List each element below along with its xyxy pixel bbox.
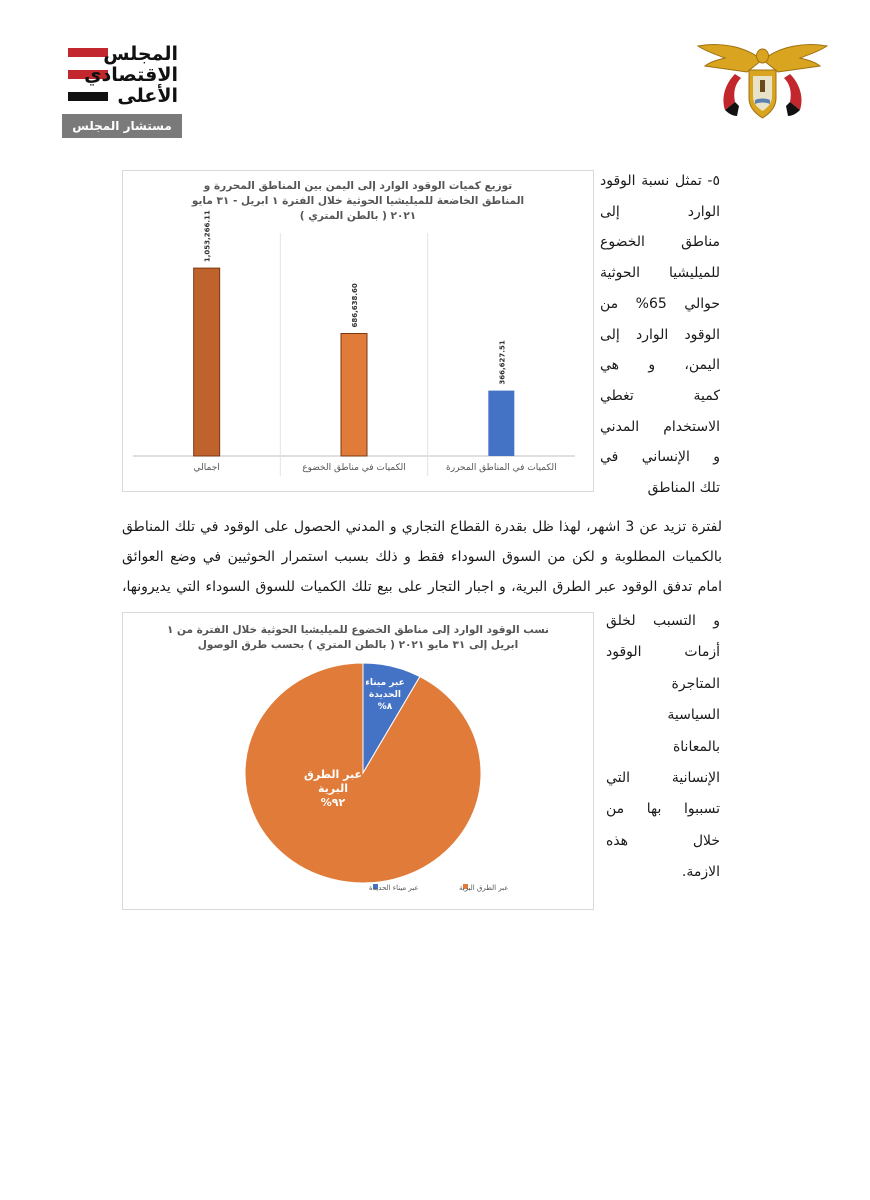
flag-red-bar: [68, 48, 108, 57]
pie-chart: [122, 612, 594, 910]
bar-category-label: الكميات في مناطق الخضوع: [302, 463, 406, 473]
bar-chart: [122, 170, 594, 492]
paragraph-line: ٥- تمثل نسبة الوقود: [600, 173, 720, 189]
bar-category-label: الكميات في المناطق المحررة: [446, 463, 557, 473]
paragraph-line: الوارد إلى: [600, 203, 720, 220]
legend-label: عبر ميناء الحديدة: [369, 884, 419, 892]
paragraph-line: المتاجرة: [671, 675, 720, 692]
council-name-line-1: المجلس: [103, 43, 178, 65]
bar-chart-title-line: المناطق الخاضعة للميليشيا الحوثية خلال الفترة ١ ابريل - ٣١ مايو: [191, 195, 525, 207]
paragraph-line: تسببوا بها من: [606, 801, 720, 818]
paragraph-line: و الإنساني في: [600, 449, 720, 466]
paragraph-line: مناطق الخضوع: [600, 234, 720, 251]
paragraph-line: السياسية: [667, 707, 720, 724]
paragraph-line: خلال هذه: [606, 832, 720, 849]
paragraph-line: تلك المناطق: [647, 480, 720, 497]
bar-chart-title-line: توزيع كميات الوقود الوارد إلى اليمن بين المناطق المحررة و: [203, 180, 513, 192]
paragraph-line: كمية تغطي: [600, 387, 720, 404]
paragraph-line: أزمات الوقود: [606, 644, 720, 661]
bar: [341, 334, 367, 456]
paragraph-line: لفترة تزيد عن 3 اشهر، لهذا ظل بقدرة القطاع التجاري و المدني الحصول على الوقود في تلك المناطق: [122, 519, 722, 535]
paragraph-line: بالكميات المطلوبة و لكن من السوق السوداء فقط و ذلك بسبب استمرار الحوثيين في وضع العوائق: [122, 549, 722, 565]
paragraph-line: امام تدفق الوقود عبر الطرق البرية، و اجبار التجار على بيع تلك الكميات للسوق السوداء التي يديرونها،: [122, 579, 722, 595]
bar: [488, 391, 514, 456]
council-name-line-3: الأعلى: [117, 85, 178, 107]
bar: [194, 268, 220, 456]
bar-category-label: اجمالي: [193, 463, 220, 473]
pie-slice-label: ٨%: [377, 702, 393, 712]
paragraph-line: و التسبب لخلق: [606, 613, 720, 629]
yemen-emblem-icon: [695, 40, 830, 122]
paragraph-line: بالمعاناة: [672, 738, 720, 755]
paragraph-line: الاستخدام المدني: [600, 418, 720, 435]
bar-chart-title-line: ٢٠٢١ ( بالطن المتري ): [299, 210, 417, 222]
pie-slice-label: ٩٢%: [320, 796, 346, 809]
paragraph-line: للميليشيا الحوثية: [600, 265, 720, 282]
paragraph-line: الإنسانية التي: [606, 770, 720, 787]
council-name-line-2: الاقتصادي: [84, 64, 178, 86]
pie-slice-label: الحديدة: [368, 690, 402, 700]
pie-chart-title-line: ابريل إلى ٣١ مايو ٢٠٢١ ( بالطن المتري ) بحسب طرق الوصول: [197, 639, 519, 651]
pie-slice-label: عبر الطرق: [304, 768, 362, 781]
paragraph-line: الوقود الوارد إلى: [600, 326, 720, 343]
legend-label: عبر الطرق البرية: [459, 884, 509, 892]
flag-black-bar: [68, 92, 108, 101]
bar-chart-plot: [123, 171, 593, 491]
bar-value-label: 1,053,266.11: [203, 210, 212, 263]
advisor-label: مستشار المجلس: [62, 114, 182, 138]
bar-value-label: 686,638.60: [351, 283, 359, 328]
pie-chart-title-line: نسب الوقود الوارد إلى مناطق الخضوع للميليشيا الحوثية خلال الفترة من ١: [166, 624, 549, 636]
pie-slice: [245, 663, 481, 883]
paragraph-line: اليمن، و هي: [600, 357, 720, 374]
bar-value-label: 366,627.51: [498, 340, 507, 385]
side-paragraph-2: [606, 606, 720, 889]
pie-chart-plot: [123, 613, 593, 909]
paragraph-line: الازمة.: [681, 864, 720, 881]
pie-slice-label: عبر ميناء: [365, 678, 405, 688]
paragraph-line: حوالي 65% من: [600, 295, 720, 312]
pie-slice-label: البرية: [317, 782, 349, 795]
side-paragraph-1: [600, 166, 720, 504]
full-paragraph: [122, 512, 722, 602]
